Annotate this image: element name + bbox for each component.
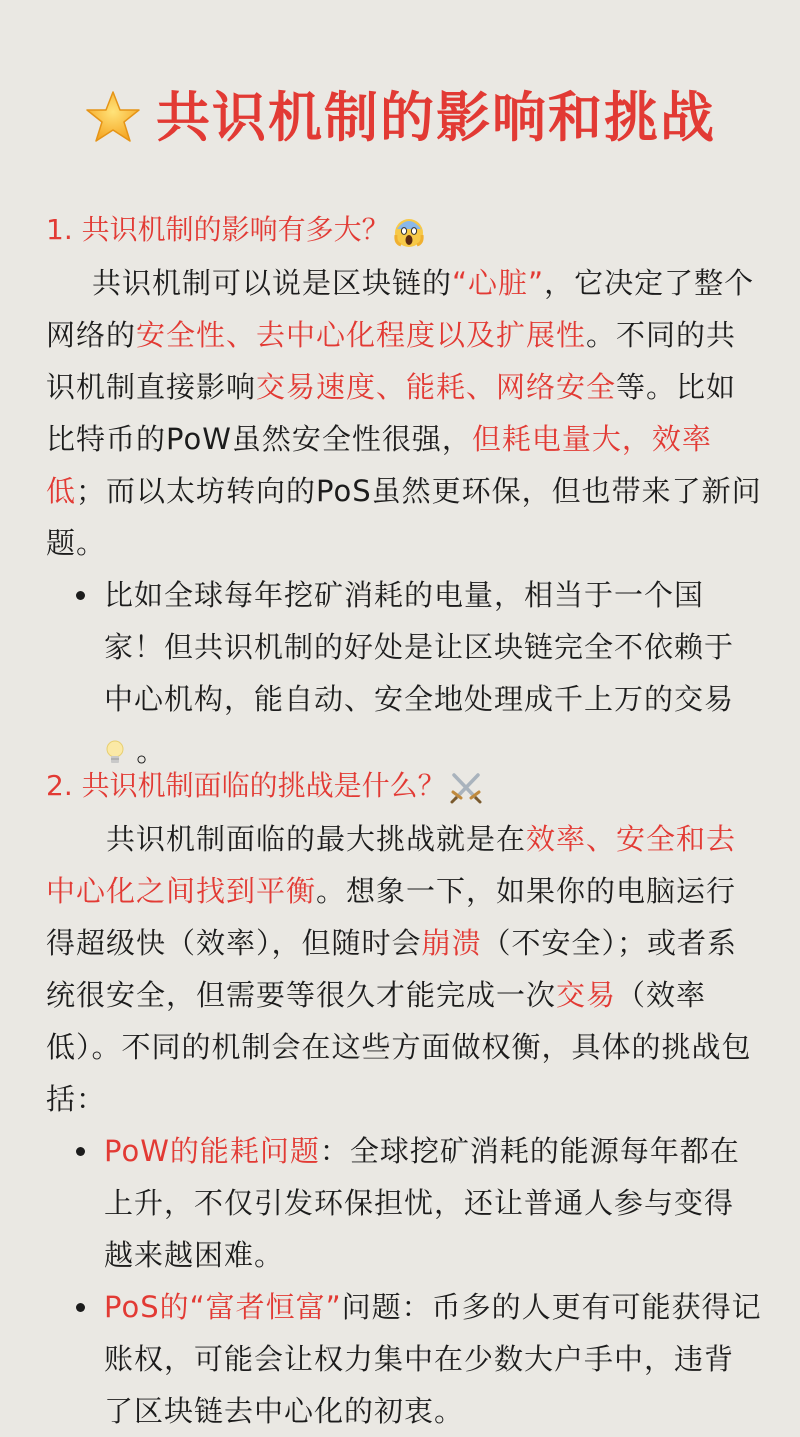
para-text: （效率低）。不同的机制会在这些方面做权衡，具体的挑战包括： bbox=[46, 978, 752, 1116]
para-text: 。不同的共识机制直接影响 bbox=[46, 318, 737, 404]
para-text: 共识机制面临的最大挑战就是在 bbox=[106, 822, 527, 856]
section-heading bbox=[46, 204, 762, 257]
screaming-face-icon bbox=[392, 205, 426, 257]
para-text: 共识机制可以说是区块链的 bbox=[92, 266, 453, 300]
bullet-label: PoW的能耗问题 bbox=[104, 1134, 320, 1168]
highlight-text: 崩溃 bbox=[421, 926, 482, 960]
bullet-list bbox=[46, 569, 762, 777]
section-paragraph bbox=[46, 813, 762, 1125]
page-title bbox=[0, 78, 800, 158]
highlight-text: 交易速度、能耗、网络安全 bbox=[256, 370, 617, 404]
bullet-dot bbox=[76, 1147, 85, 1156]
bullet-text: 比如全球每年挖矿消耗的电量，相当于一个国家！但共识机制的好处是让区块链完全不依赖于中心机构，能自动、安全地处理成千上万的交易 bbox=[104, 578, 735, 716]
section-heading bbox=[46, 760, 762, 813]
highlight-text: 但耗电量大，效率低 bbox=[46, 422, 712, 508]
bullet-dot bbox=[76, 1303, 85, 1312]
list-item bbox=[46, 569, 762, 777]
bullet-label: PoS的“富者恒富” bbox=[104, 1290, 342, 1324]
section-paragraph bbox=[46, 257, 762, 569]
para-text: 等。比如比特币的PoW虽然安全性很强， bbox=[46, 370, 737, 456]
para-text: ，它决定了整个网络的 bbox=[46, 266, 755, 352]
section-impact bbox=[46, 204, 762, 777]
title-text: 共识机制的影响和挑战 bbox=[156, 86, 716, 149]
bullet-end-text: 。 bbox=[136, 734, 167, 768]
highlight-text: 效率、安全和去中心化之间找到平衡 bbox=[46, 822, 737, 908]
bullet-list bbox=[46, 1125, 762, 1437]
section-challenges bbox=[46, 760, 762, 1437]
section-heading-text: 2. 共识机制面临的挑战是什么？ bbox=[46, 769, 446, 802]
star-icon bbox=[84, 89, 142, 147]
list-item bbox=[46, 1125, 762, 1281]
crossed-swords-icon bbox=[448, 761, 484, 813]
bullet-dot bbox=[76, 591, 85, 600]
list-item bbox=[46, 1281, 762, 1437]
bullet-text: ：全球挖矿消耗的能源每年都在上升，不仅引发环保担忧，还让普通人参与变得越来越困难。 bbox=[104, 1134, 740, 1272]
highlight-text: “心脏” bbox=[452, 266, 545, 300]
para-text: （不安全）；或者系统很安全，但需要等很久才能完成一次 bbox=[46, 926, 738, 1012]
bullet-text: 问题：币多的人更有可能获得记账权，可能会让权力集中在少数大户手中，违背了区块链去中心化的初衷。 bbox=[104, 1290, 762, 1428]
highlight-text: 交易 bbox=[556, 978, 617, 1012]
para-text: ；而以太坊转向的PoS虽然更环保，但也带来了新问题。 bbox=[46, 474, 762, 560]
highlight-text: 安全性、去中心化程度以及扩展性 bbox=[136, 318, 587, 352]
section-heading-text: 1. 共识机制的影响有多大？ bbox=[46, 213, 390, 246]
para-text: 。想象一下，如果你的电脑运行得超级快（效率），但随时会 bbox=[46, 874, 737, 960]
